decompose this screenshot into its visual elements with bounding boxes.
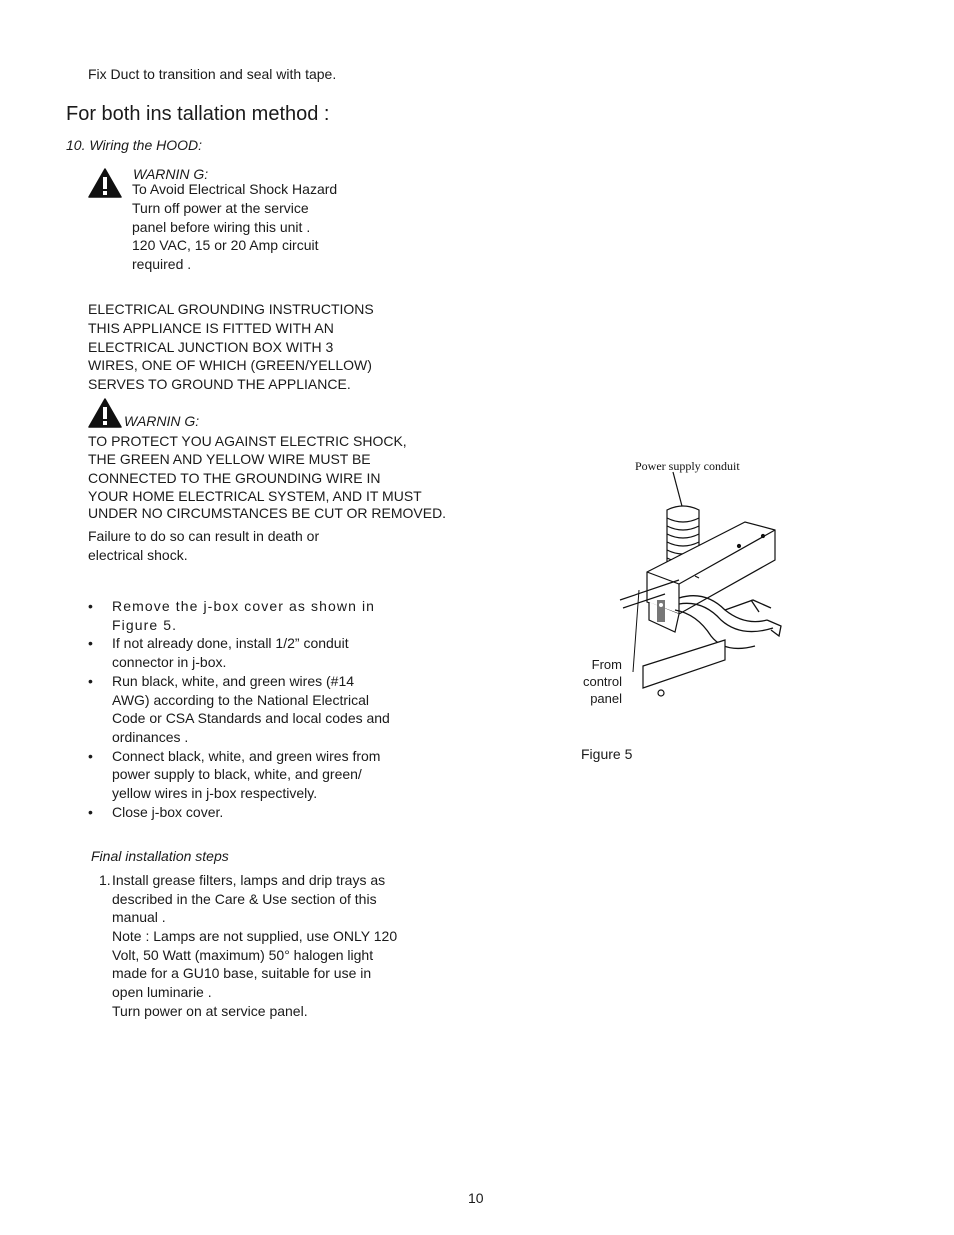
bullet-icon: • [88, 804, 93, 820]
section-heading: For both ins tallation method : [66, 103, 330, 125]
bullet-list: • Remove the j-box cover as shown in Figure 5. • If not already done, install 1/2” conduit connector in j-box. • Run black, white, and green wires (#14 AWG) according to the National Electrical Code or CSA Standards and local codes and ordinances . • Connect black, white, and green wires from power supply to black, white, and green/ yellow wires in j-box respectively. • Close j-box cover. [88, 598, 390, 820]
figure-caption: Figure 5 [581, 746, 633, 762]
warning-label: WARNIN G: [124, 413, 200, 429]
bullet-icon: • [88, 635, 93, 651]
step-number: 1. [99, 872, 111, 888]
bullet-icon: • [88, 598, 93, 614]
final-steps-title: Final installation steps [91, 848, 229, 864]
bullet-icon: • [88, 748, 93, 764]
warning-triangle-icon [88, 168, 122, 198]
conduit-label: Power supply conduit [635, 459, 740, 473]
step-title: 10. Wiring the HOOD: [66, 137, 203, 153]
bullet-icon: • [88, 673, 93, 689]
warning-triangle-icon [88, 398, 122, 428]
page-number: 10 [468, 1190, 484, 1206]
intro-text: Fix Duct to transition and seal with tape. [88, 66, 337, 82]
warning-label: WARNIN G: [133, 166, 209, 182]
from-control-panel-label: From control panel [582, 657, 622, 706]
